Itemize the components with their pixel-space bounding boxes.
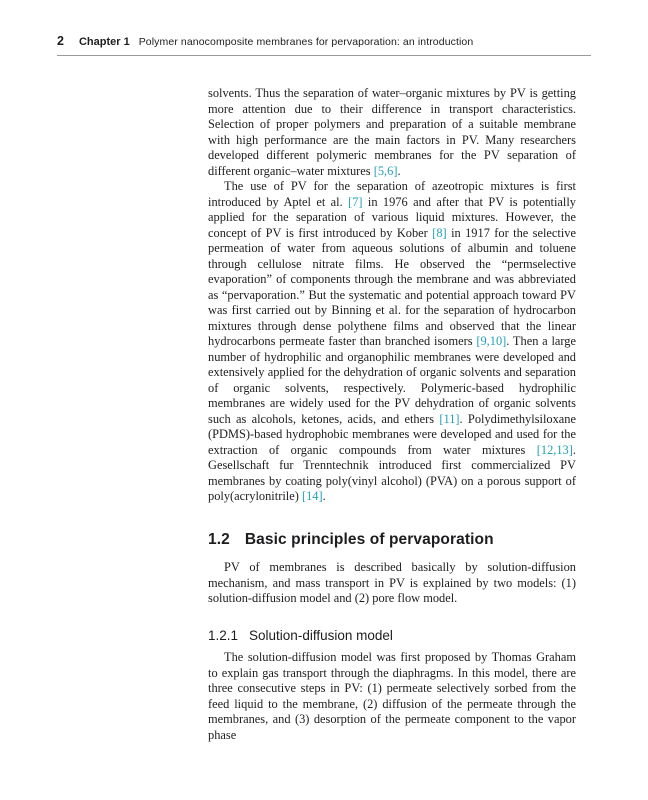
section-title: Basic principles of pervaporation bbox=[244, 530, 494, 548]
subsection-heading bbox=[208, 628, 576, 644]
page-number: 2 bbox=[57, 34, 64, 48]
citation-link[interactable]: [7] bbox=[348, 194, 363, 209]
content-column bbox=[208, 86, 576, 743]
citation-link[interactable]: [5,6] bbox=[373, 163, 398, 178]
citation-link[interactable]: [12,13] bbox=[536, 442, 573, 457]
citation-link[interactable]: [8] bbox=[432, 225, 447, 240]
paragraph: The use of PV for the separation of azeotropic mixtures is first introduced by Aptel et al. [7] in 1976 and after that PV is potentially applied for the separation of various liquid mixtures. However, the concept of PV is first introduced by Kober [8] in 1917 for the selective permeation of water from aqueous solutions of albumin and toluene through cellulose nitrate films. He observed the “permselective evaporation” of components through the membrane and was abbreviated as “pervaporation.” But the systematic and potential approach toward PV was first carried out by Binning et al. for the separation of hydrocarbon mixtures through dense polythene films and observed that the linear hydrocarbons permeate faster than branched isomers [9,10]. Then a large number of hydrophilic and organophilic membranes were developed and extensively applied for the dehydration of organic solvents and separation of organic solvents, respectively. Polymeric-based hydrophilic membranes are widely used for the PV dehydration of organic solvents such as alcohols, ketones, acids, and ethers [11]. Polydimethylsiloxane (PDMS)-based hydrophobic membranes were developed and used for the extraction of organic compounds from water mixtures [12,13]. Gesellschaft fur Trenntechnik introduced first commercialized PV membranes by coating poly(vinyl alcohol) (PVA) on a porous support of poly(acrylonitrile) [14]. bbox=[208, 179, 577, 503]
section-title: Solution-diffusion model bbox=[249, 627, 393, 643]
chapter-title: Polymer nanocomposite membranes for pervaporation: an introduction bbox=[138, 36, 474, 48]
section-number: 1.2 bbox=[208, 530, 230, 548]
page-header bbox=[57, 34, 591, 56]
paragraph: PV of membranes is described basically by solution-diffusion mechanism, and mass transport in PV is explained by two models: (1) solution-diffusion model and (2) pore flow model. bbox=[208, 560, 576, 605]
citation-link[interactable]: [11] bbox=[439, 411, 460, 426]
citation-link[interactable]: [9,10] bbox=[476, 334, 507, 348]
paragraph: The solution-diffusion model was first proposed by Thomas Graham to explain gas transport through the diaphragms. In this model, there are three consecutive steps in PV: (1) permeate selectively sorbed from the feed liquid to the membrane, (2) diffusion of the permeate through the membranes, and (3) desorption of the permeate component to the vapor phase bbox=[208, 650, 576, 742]
section-number: 1.2.1 bbox=[208, 627, 239, 643]
paragraph: solvents. Thus the separation of water–organic mixtures by PV is getting more attention due to their difference in transport characteristics. Selection of proper polymers and preparation of a suitable membrane with high performance are the main factors in PV. Many researchers developed different polymeric membranes for the PV separation of different organic–water mixtures [5,6]. bbox=[208, 86, 576, 178]
chapter-label: Chapter 1 bbox=[78, 36, 130, 48]
citation-link[interactable]: [14] bbox=[301, 489, 323, 503]
section-heading bbox=[208, 532, 576, 548]
